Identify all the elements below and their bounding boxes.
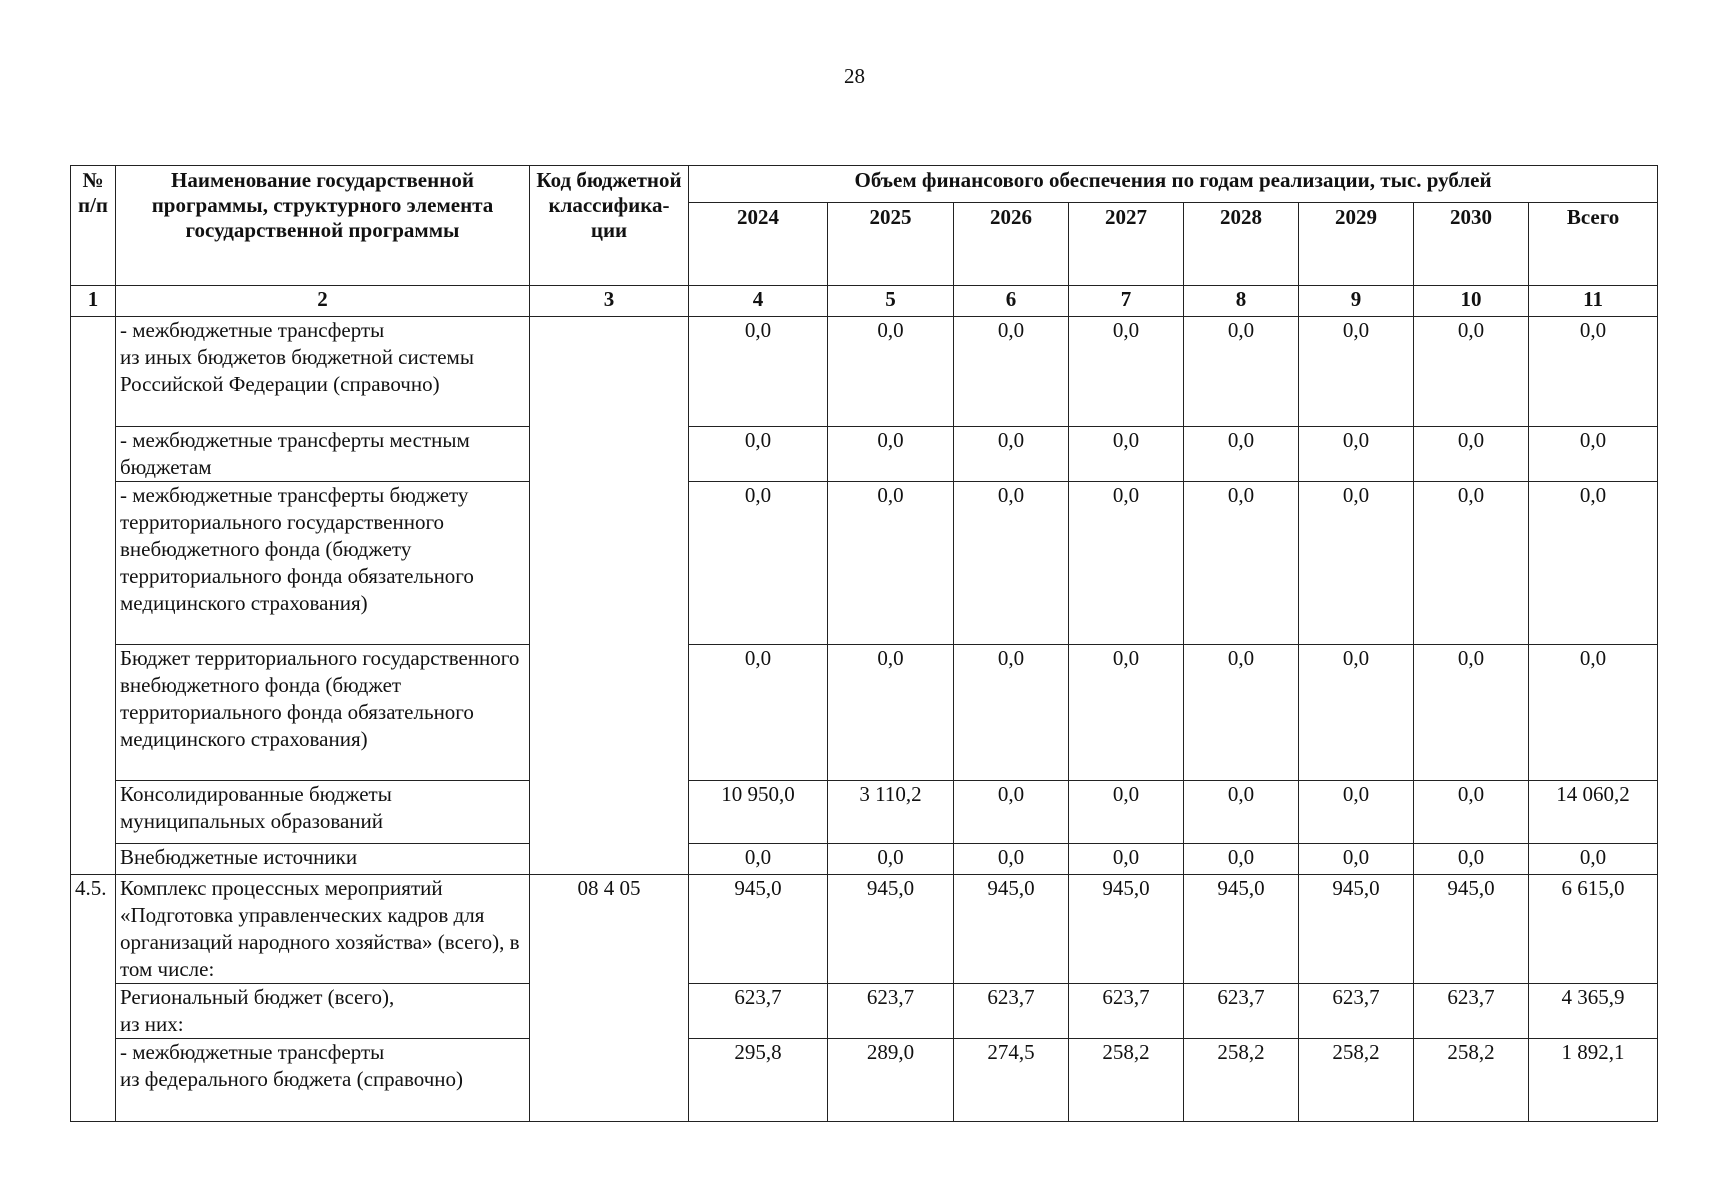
value-cell: 0,0 <box>828 844 954 875</box>
value-cell: 623,7 <box>1069 984 1184 1039</box>
table-row <box>71 1039 1658 1122</box>
column-number: 6 <box>954 286 1069 317</box>
row-number-cell <box>71 317 116 875</box>
header-name: Наименование государственной программы, структурного элемента государственной программы <box>116 166 530 286</box>
table-row <box>71 875 1658 984</box>
value-cell: 0,0 <box>828 645 954 781</box>
column-number: 1 <box>71 286 116 317</box>
total-cell: 0,0 <box>1529 645 1658 781</box>
value-cell: 623,7 <box>689 984 828 1039</box>
total-cell: 1 892,1 <box>1529 1039 1658 1122</box>
value-cell: 945,0 <box>1414 875 1529 984</box>
value-cell: 0,0 <box>954 781 1069 844</box>
value-cell: 945,0 <box>1299 875 1414 984</box>
value-cell: 0,0 <box>1069 427 1184 482</box>
value-cell: 0,0 <box>1414 317 1529 427</box>
column-number: 3 <box>530 286 689 317</box>
value-cell: 0,0 <box>689 317 828 427</box>
value-cell: 0,0 <box>954 844 1069 875</box>
row-name: - межбюджетные трансферты из федерального бюджета (справочно) <box>116 1039 530 1122</box>
row-name: Консолидированные бюджеты муниципальных образований <box>116 781 530 844</box>
header-year: 2025 <box>828 203 954 286</box>
value-cell: 945,0 <box>828 875 954 984</box>
value-cell: 0,0 <box>689 427 828 482</box>
value-cell: 623,7 <box>1184 984 1299 1039</box>
value-cell: 623,7 <box>828 984 954 1039</box>
table-row <box>71 317 1658 427</box>
row-number-cell: 4.5. <box>71 875 116 1122</box>
value-cell: 0,0 <box>1184 781 1299 844</box>
value-cell: 0,0 <box>1414 781 1529 844</box>
value-cell: 0,0 <box>1069 645 1184 781</box>
value-cell: 0,0 <box>1184 645 1299 781</box>
value-cell: 0,0 <box>1299 844 1414 875</box>
value-cell: 945,0 <box>1069 875 1184 984</box>
total-cell: 0,0 <box>1529 482 1658 645</box>
table-row <box>71 844 1658 875</box>
table-row <box>71 482 1658 645</box>
header-total: Всего <box>1529 203 1658 286</box>
total-cell: 14 060,2 <box>1529 781 1658 844</box>
column-number: 2 <box>116 286 530 317</box>
header-row <box>71 166 1658 203</box>
value-cell: 3 110,2 <box>828 781 954 844</box>
value-cell: 0,0 <box>1069 317 1184 427</box>
value-cell: 0,0 <box>689 482 828 645</box>
column-number: 10 <box>1414 286 1529 317</box>
header-code: Код бюджетной классифика-ции <box>530 166 689 286</box>
value-cell: 258,2 <box>1184 1039 1299 1122</box>
value-cell: 0,0 <box>1414 427 1529 482</box>
column-number: 5 <box>828 286 954 317</box>
value-cell: 0,0 <box>1299 482 1414 645</box>
column-number: 8 <box>1184 286 1299 317</box>
value-cell: 945,0 <box>954 875 1069 984</box>
value-cell: 0,0 <box>1299 317 1414 427</box>
value-cell: 0,0 <box>1414 645 1529 781</box>
value-cell: 0,0 <box>828 317 954 427</box>
page-number: 28 <box>844 64 865 88</box>
value-cell: 0,0 <box>828 427 954 482</box>
value-cell: 0,0 <box>1069 781 1184 844</box>
value-cell: 0,0 <box>1414 482 1529 645</box>
budget-table <box>70 165 1658 1122</box>
value-cell: 945,0 <box>689 875 828 984</box>
total-cell: 6 615,0 <box>1529 875 1658 984</box>
total-cell: 0,0 <box>1529 317 1658 427</box>
value-cell: 0,0 <box>954 645 1069 781</box>
value-cell: 258,2 <box>1299 1039 1414 1122</box>
header-year: 2024 <box>689 203 828 286</box>
value-cell: 0,0 <box>1069 482 1184 645</box>
row-name: - межбюджетные трансферты местным бюджетам <box>116 427 530 482</box>
value-cell: 0,0 <box>1299 427 1414 482</box>
row-name: Региональный бюджет (всего), из них: <box>116 984 530 1039</box>
column-number: 11 <box>1529 286 1658 317</box>
value-cell: 623,7 <box>954 984 1069 1039</box>
value-cell: 623,7 <box>1414 984 1529 1039</box>
row-name: Комплекс процессных мероприятий «Подготовка управленческих кадров для организаций народного хозяйства» (всего), в том числе: <box>116 875 530 984</box>
value-cell: 0,0 <box>828 482 954 645</box>
value-cell: 0,0 <box>689 645 828 781</box>
row-name: - межбюджетные трансферты из иных бюджетов бюджетной системы Российской Федерации (справочно) <box>116 317 530 427</box>
header-volume: Объем финансового обеспечения по годам реализации, тыс. рублей <box>689 166 1658 203</box>
value-cell: 10 950,0 <box>689 781 828 844</box>
header-year: 2028 <box>1184 203 1299 286</box>
header-year: 2027 <box>1069 203 1184 286</box>
value-cell: 0,0 <box>954 427 1069 482</box>
table-row <box>71 427 1658 482</box>
value-cell: 295,8 <box>689 1039 828 1122</box>
value-cell: 0,0 <box>954 317 1069 427</box>
column-number: 9 <box>1299 286 1414 317</box>
row-name: - межбюджетные трансферты бюджету территориального государственного внебюджетного фонда (бюджету территориального фонда обязательного медицинского страхования) <box>116 482 530 645</box>
header-year: 2026 <box>954 203 1069 286</box>
row-name: Бюджет территориального государственного внебюджетного фонда (бюджет территориального фонда обязательного медицинского страхования) <box>116 645 530 781</box>
row-name: Внебюджетные источники <box>116 844 530 875</box>
total-cell: 4 365,9 <box>1529 984 1658 1039</box>
column-number: 7 <box>1069 286 1184 317</box>
header-year: 2029 <box>1299 203 1414 286</box>
value-cell: 0,0 <box>1184 317 1299 427</box>
header-year: 2030 <box>1414 203 1529 286</box>
value-cell: 258,2 <box>1414 1039 1529 1122</box>
row-code-cell <box>530 317 689 875</box>
value-cell: 258,2 <box>1069 1039 1184 1122</box>
table-row <box>71 781 1658 844</box>
value-cell: 623,7 <box>1299 984 1414 1039</box>
value-cell: 0,0 <box>1299 781 1414 844</box>
value-cell: 0,0 <box>954 482 1069 645</box>
total-cell: 0,0 <box>1529 427 1658 482</box>
total-cell: 0,0 <box>1529 844 1658 875</box>
value-cell: 0,0 <box>1414 844 1529 875</box>
value-cell: 0,0 <box>1069 844 1184 875</box>
value-cell: 0,0 <box>1184 844 1299 875</box>
header-num: № п/п <box>71 166 116 286</box>
value-cell: 274,5 <box>954 1039 1069 1122</box>
table-row <box>71 984 1658 1039</box>
column-number: 4 <box>689 286 828 317</box>
value-cell: 0,0 <box>1184 482 1299 645</box>
row-code-cell: 08 4 05 <box>530 875 689 1122</box>
value-cell: 289,0 <box>828 1039 954 1122</box>
value-cell: 0,0 <box>1184 427 1299 482</box>
value-cell: 0,0 <box>1299 645 1414 781</box>
table-row <box>71 645 1658 781</box>
column-number-row <box>71 286 1658 317</box>
value-cell: 945,0 <box>1184 875 1299 984</box>
value-cell: 0,0 <box>689 844 828 875</box>
